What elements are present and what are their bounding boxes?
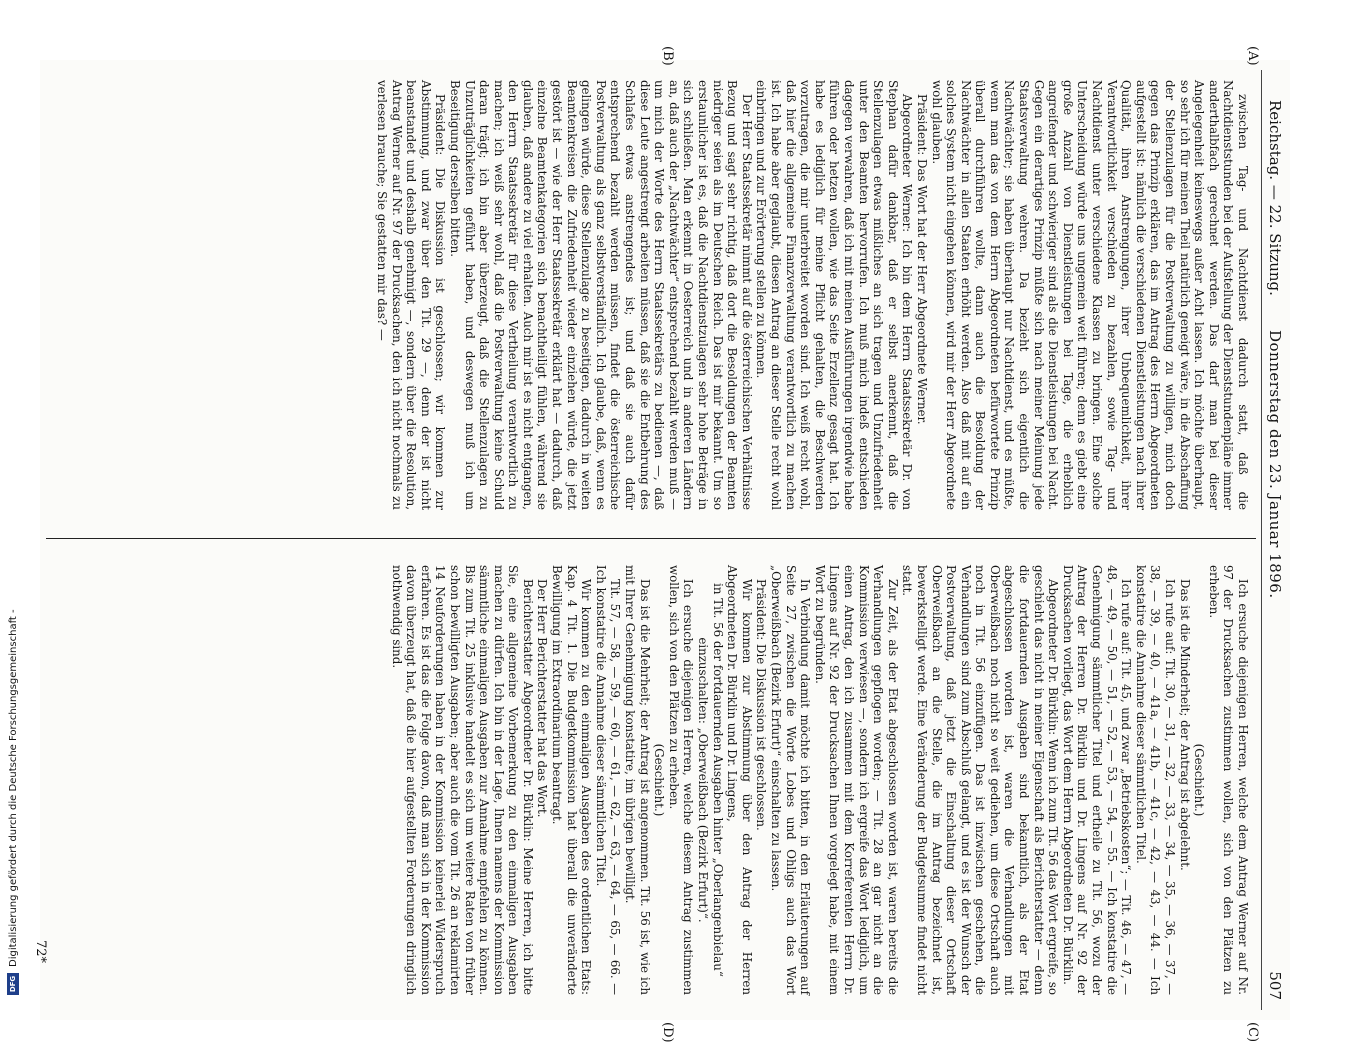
dfg-logo: DFG bbox=[7, 973, 19, 995]
column-divider bbox=[46, 538, 1256, 539]
margin-marker-b: (B) bbox=[660, 46, 675, 66]
paragraph: Wir kommen zu den einmaligen Ausgaben des ordentlichen Etats: Kap. 4 Tit. 1. Die Budgetkommission hat überall die unveränderte Bewilligung im Extraordinarium beantragt. bbox=[550, 565, 594, 995]
paragraph: Das ist die Mehrheit; der Antrag ist angenommen. Tit. 56 ist, wie ich mit Ihrer Genehmigung konstatire, im übrigen bewilligt. bbox=[623, 565, 652, 995]
paragraph: Ich rufe auf: Tit. 45, und zwar „Betriebskosten“; — Tit. 46, — 47, — 48, — 49, — 50, — 51, — 52, — 53, — 54, — 55. — Ich konstatire die Genehmigung sämmtlicher Titel und ertheile zu Tit. 56, wozu der Antrag der Herren Dr. Bürklin und Dr. Lingens auf Nr. 92 der Drucksachen vorliegt, das Wort dem Herrn Abgeordneten Dr. Bürklin. bbox=[1060, 565, 1134, 995]
header-left: Reichstag. — 22. Sitzung. bbox=[1266, 100, 1284, 296]
footer-text: Digitalisierung gefördert durch die Deutsche Forschungsgemeinschaft - bbox=[7, 609, 19, 967]
paragraph: Wir kommen zur Abstimmung über den Antrag der Herren Abgeordneten Dr. Bürklin und Dr. Lingens, bbox=[725, 565, 754, 995]
paragraph: Präsident: Die Diskussion ist geschlossen; wir kommen zur Abstimmung, und zwar über den Tit. 29 —, denn der ist nicht beanstandet und deshalb genehmigt —, sondern über die Resolution, Antrag Werner auf Nr. 97 der Drucksachen, den ich nicht nochmals zu verlesen brauche; Sie gestatten mir das? — bbox=[374, 80, 448, 510]
header-rule bbox=[1261, 70, 1262, 1010]
paragraph: Der Herr Berichterstatter hat das Wort. bbox=[535, 579, 550, 818]
paragraph: Tit. 57, — 58, — 59, — 60, — 61, — 62, — 63, — 64, — 65, — 66. — Ich konstatire die Annahme dieser sämmtlichen Titel. bbox=[593, 565, 623, 995]
paragraph: Berichterstatter Abgeordneter Dr. Bürklin: Meine Herren, ich bitte Sie, eine allgemeine Vorbemerkung zu den einmaligen Ausgaben machen zu dürfen. Ich bin in der Lage, Ihnen namens der Kommission sämmtliche einmaligen Ausgaben zur Annahme empfehlen zu können. Bis zum Tit. 25 inklusive handelt es sich um weitere Raten von früher schon bewilligten Ausgaben; aber auch die vom Tit. 26 an reklamirten 14 Neuforderungen haben in der Kommission keinerlei Widerspruch erfahren. Es ist das die Folge davon, daß man sich in der Kommission davon überzeugt hat, daß die hier aufgestellten Forderungen dringlich nothwendig sind. bbox=[389, 565, 535, 995]
centered-note: (Geschieht.) bbox=[1192, 743, 1207, 817]
margin-marker-d: (D) bbox=[660, 1022, 675, 1043]
paragraph: Abgeordneter Dr. Bürklin: Wenn ich zum Tit. 56 das Wort ergreife, so geschieht das nicht in meiner Eigenschaft als Berichterstatter — denn die fortdauernden Ausgaben sind bekanntlich, als der Etat abgeschlossen worden ist, waren die Verhandlungen mit Oberweißbach noch nicht so weit gediehen, um diese Ortschaft auch noch in Tit. 56 einzufügen. Das ist inzwischen geschehen, die Verhandlungen sind zum Abschluß gelangt, und es ist der Wunsch der Postverwaltung, daß jetzt die Einschaltung dieser Ortschaft Oberweißbach an die Stelle, die im Antrag bezeichnet ist, bewerkstelligt werde. Eine Veränderung der Budgetsumme findet nicht statt. bbox=[900, 565, 1061, 995]
paragraph: Abgeordneter Werner: Ich bin dem Herrn Staatssekretär Dr. von Stephan dafür dankbar, daß er selbst anerkennt, daß die Stellenzulagen etwas mißliches an sich tragen und Unzufriedenheit unter den Beamten hervorrufen. Ich muß mich indeß entschieden dagegen verwahren, daß ich mit meinen Ausführungen irgendwie habe führen oder hetzen wollen, wie das Seite Erzellenz gesagt hat. Ich habe es lediglich für meine Pflicht gehalten, die Beschwerden vorzutragen, die mir unterbreitet worden sind. Ich weiß recht wohl, daß hier die allgemeine Finanzverwaltung verantwortlich zu machen ist. Ich habe aber geglaubt, diesen Antrag an dieser Stelle recht wohl einbringen und zur Erörterung stellen zu können. bbox=[754, 80, 915, 510]
signature-number: 72* bbox=[33, 940, 48, 964]
left-column bbox=[374, 80, 1250, 510]
paragraph: Ich ersuche diejenigen Herren, welche diesem Antrag zustimmen wollen, sich von den Plätzen zu erheben. bbox=[666, 565, 696, 995]
paragraph: Der Herr Staatssekretär nimmt auf die österreichischen Verhältnisse Bezug und sagt sehr richtig, daß dort die Besoldungen der Beamten niedriger seien als im Deutschen Reich. Das ist mir bekannt. Um so erstaunlicher ist es, daß die Nachtdienstzulagen sehr hohe Beträge in sich schließen. Man erkennt in Oesterreich und in anderen Ländern an, daß auch der „Nachtwächter“ entsprechend bezahlt werden muß — um mich der Worte des Herrn Staatssekretärs zu bedienen —, daß diese Leute angestrengt arbeiten müssen, daß sie die Entbehrung des Schlafes etwas anstrengendes ist; und daß sie auch dafür entsprechend bezahlt werden müssen, findet die österreichische Postverwaltung als ganz selbstverständlich. Ich glaube, daß, wenn es gelingen würde, diese Stellenzulage zu beseitigen, dadurch in weiten Beamtenkreisen die Zufriedenheit wieder einziehen würde, die jetzt gestört ist — wie der Herr Staatssekretär erklärt hat — dadurch, daß einzelne Beamtenkategorien sich benachtheiligt fühlen, während sie glauben, daß andere zu viel erhalten. Auch mir ist es nicht entgangen, den Herrn Staatssekretär für diese Vertheilung verantwortlich zu machen; ich weiß sehr wohl, daß die Postverwaltung keine Schuld daran trägt; ich bin aber überzeugt, daß die Stellenzulagen zu Unzuträglichkeiten geführt haben, und deswegen muß ich um Beseitigung derselben bitten. bbox=[447, 80, 754, 510]
centered-note: (Geschieht.) bbox=[652, 743, 667, 817]
header-date: Donnerstag den 23. Januar 1896. bbox=[1266, 330, 1284, 599]
paragraph: Zur Zeit, als der Etat abgeschlossen worden ist, waren bereits die Verhandlungen gepflogen worden; — Tit. 28 an gar nicht an die Kommission verwiesen —, sondern ich ergreife das Wort lediglich, um einen Antrag, den ich zusammen mit dem Korreferenten Herrn Dr. Lingens auf Nr. 92 der Drucksachen Ihnen vorgelegt habe, mit einem Wort zu begründen. bbox=[812, 565, 900, 995]
paragraph: zwischen Tag- und Nachtdienst dadurch statt, daß die Nachtdienststunden bei der Aufstellung der Dienststundenpläne immer anderthalbfach gerechnet werden. Das darf man bei dieser Angelegenheit keineswegs außer Acht lassen. Ich möchte überhaupt, so sehr ich für meinen Theil natürlich geneigt wäre, in die Abschaffung der Stellenzulagen für die Postverwaltung zu willigen, mich doch gegen das Prinzip erklären, das im Antrag des Herrn Abgeordneten aufgestellt ist: nämlich die verschiedenen Dienstleistungen nach ihrer Qualität, ihren Anstrengungen, ihrer Unbequemlichkeit, ihrer Verantwortlichkeit verschieden zu bezahlen, sowie Tag- und Nachtdienst unter verschiedene Klassen zu bringen. Eine solche Unterscheidung würde uns ungemein weit führen; denn es giebt eine große Anzahl von Dienstleistungen bei Tage, die erheblich angreifender und schwieriger sind als die Dienstleistungen bei Nacht. Gegen ein derartiges Prinzip müßte sich nach meiner Meinung jede Staatsverwaltung wehren. Da bezieht sich eigentlich die Nachtwächter; sie haben überhaupt nur Nachtdienst, und es müßte, wenn man das von dem Herrn Abgeordneten befürwortete Prinzip überall durchführen wollte, dann auch die Besoldung der Nachtwächter in allen Staaten erhöht werden. Also daß mit auf ein solches System nicht eingehen können, wird mir der Herr Abgeordnete wohl glauben. bbox=[929, 80, 1250, 510]
paragraph: In Verbindung damit möchte ich bitten, in den Erläuterungen auf Seite 27, zwischen die Worte Lobes und Ohligs auch das Wort „Oberweißbach (Bezirk Erfurt)“ einschalten zu lassen. bbox=[769, 565, 813, 995]
margin-marker-a: (A) bbox=[1245, 46, 1260, 66]
paragraph: Präsident: Das Wort hat der Herr Abgeordnete Werner. bbox=[914, 94, 929, 425]
paragraph: Ich rufe auf: Tit. 30, — 31, — 32, — 33, — 34, — 35, — 36, — 37, — 38, — 39, — 40, — 41a, — 41b, — 41c, — 42, — 43, — 44. — Ich konstatire die Annahme dieser sämmtlichen Titel. bbox=[1133, 565, 1178, 995]
digitization-footer bbox=[2, 0, 24, 995]
paragraph: Präsident: Die Diskussion ist geschlossen. bbox=[754, 579, 769, 831]
header-page-number: 507 bbox=[1266, 971, 1284, 1000]
paragraph: Das ist die Minderheit; der Antrag ist abgelehnt. bbox=[1177, 579, 1192, 871]
margin-marker-c: (C) bbox=[1245, 1022, 1260, 1043]
centered-note: in Tit. 56 der fortdauernden Ausgaben hinter „Oberlangenbielau“ einzuschalten: „Oberweißbach (Bezirk Erfurt)“. bbox=[696, 583, 725, 977]
scanned-page bbox=[33, 46, 1290, 1043]
page-header bbox=[1262, 70, 1288, 1010]
right-column bbox=[389, 565, 1250, 995]
paragraph: Ich ersuche diejenigen Herren, welche dem Antrag Werner auf Nr. 97 der Drucksachen zustimmen wollen, sich von den Plätzen zu erheben. bbox=[1206, 565, 1250, 995]
